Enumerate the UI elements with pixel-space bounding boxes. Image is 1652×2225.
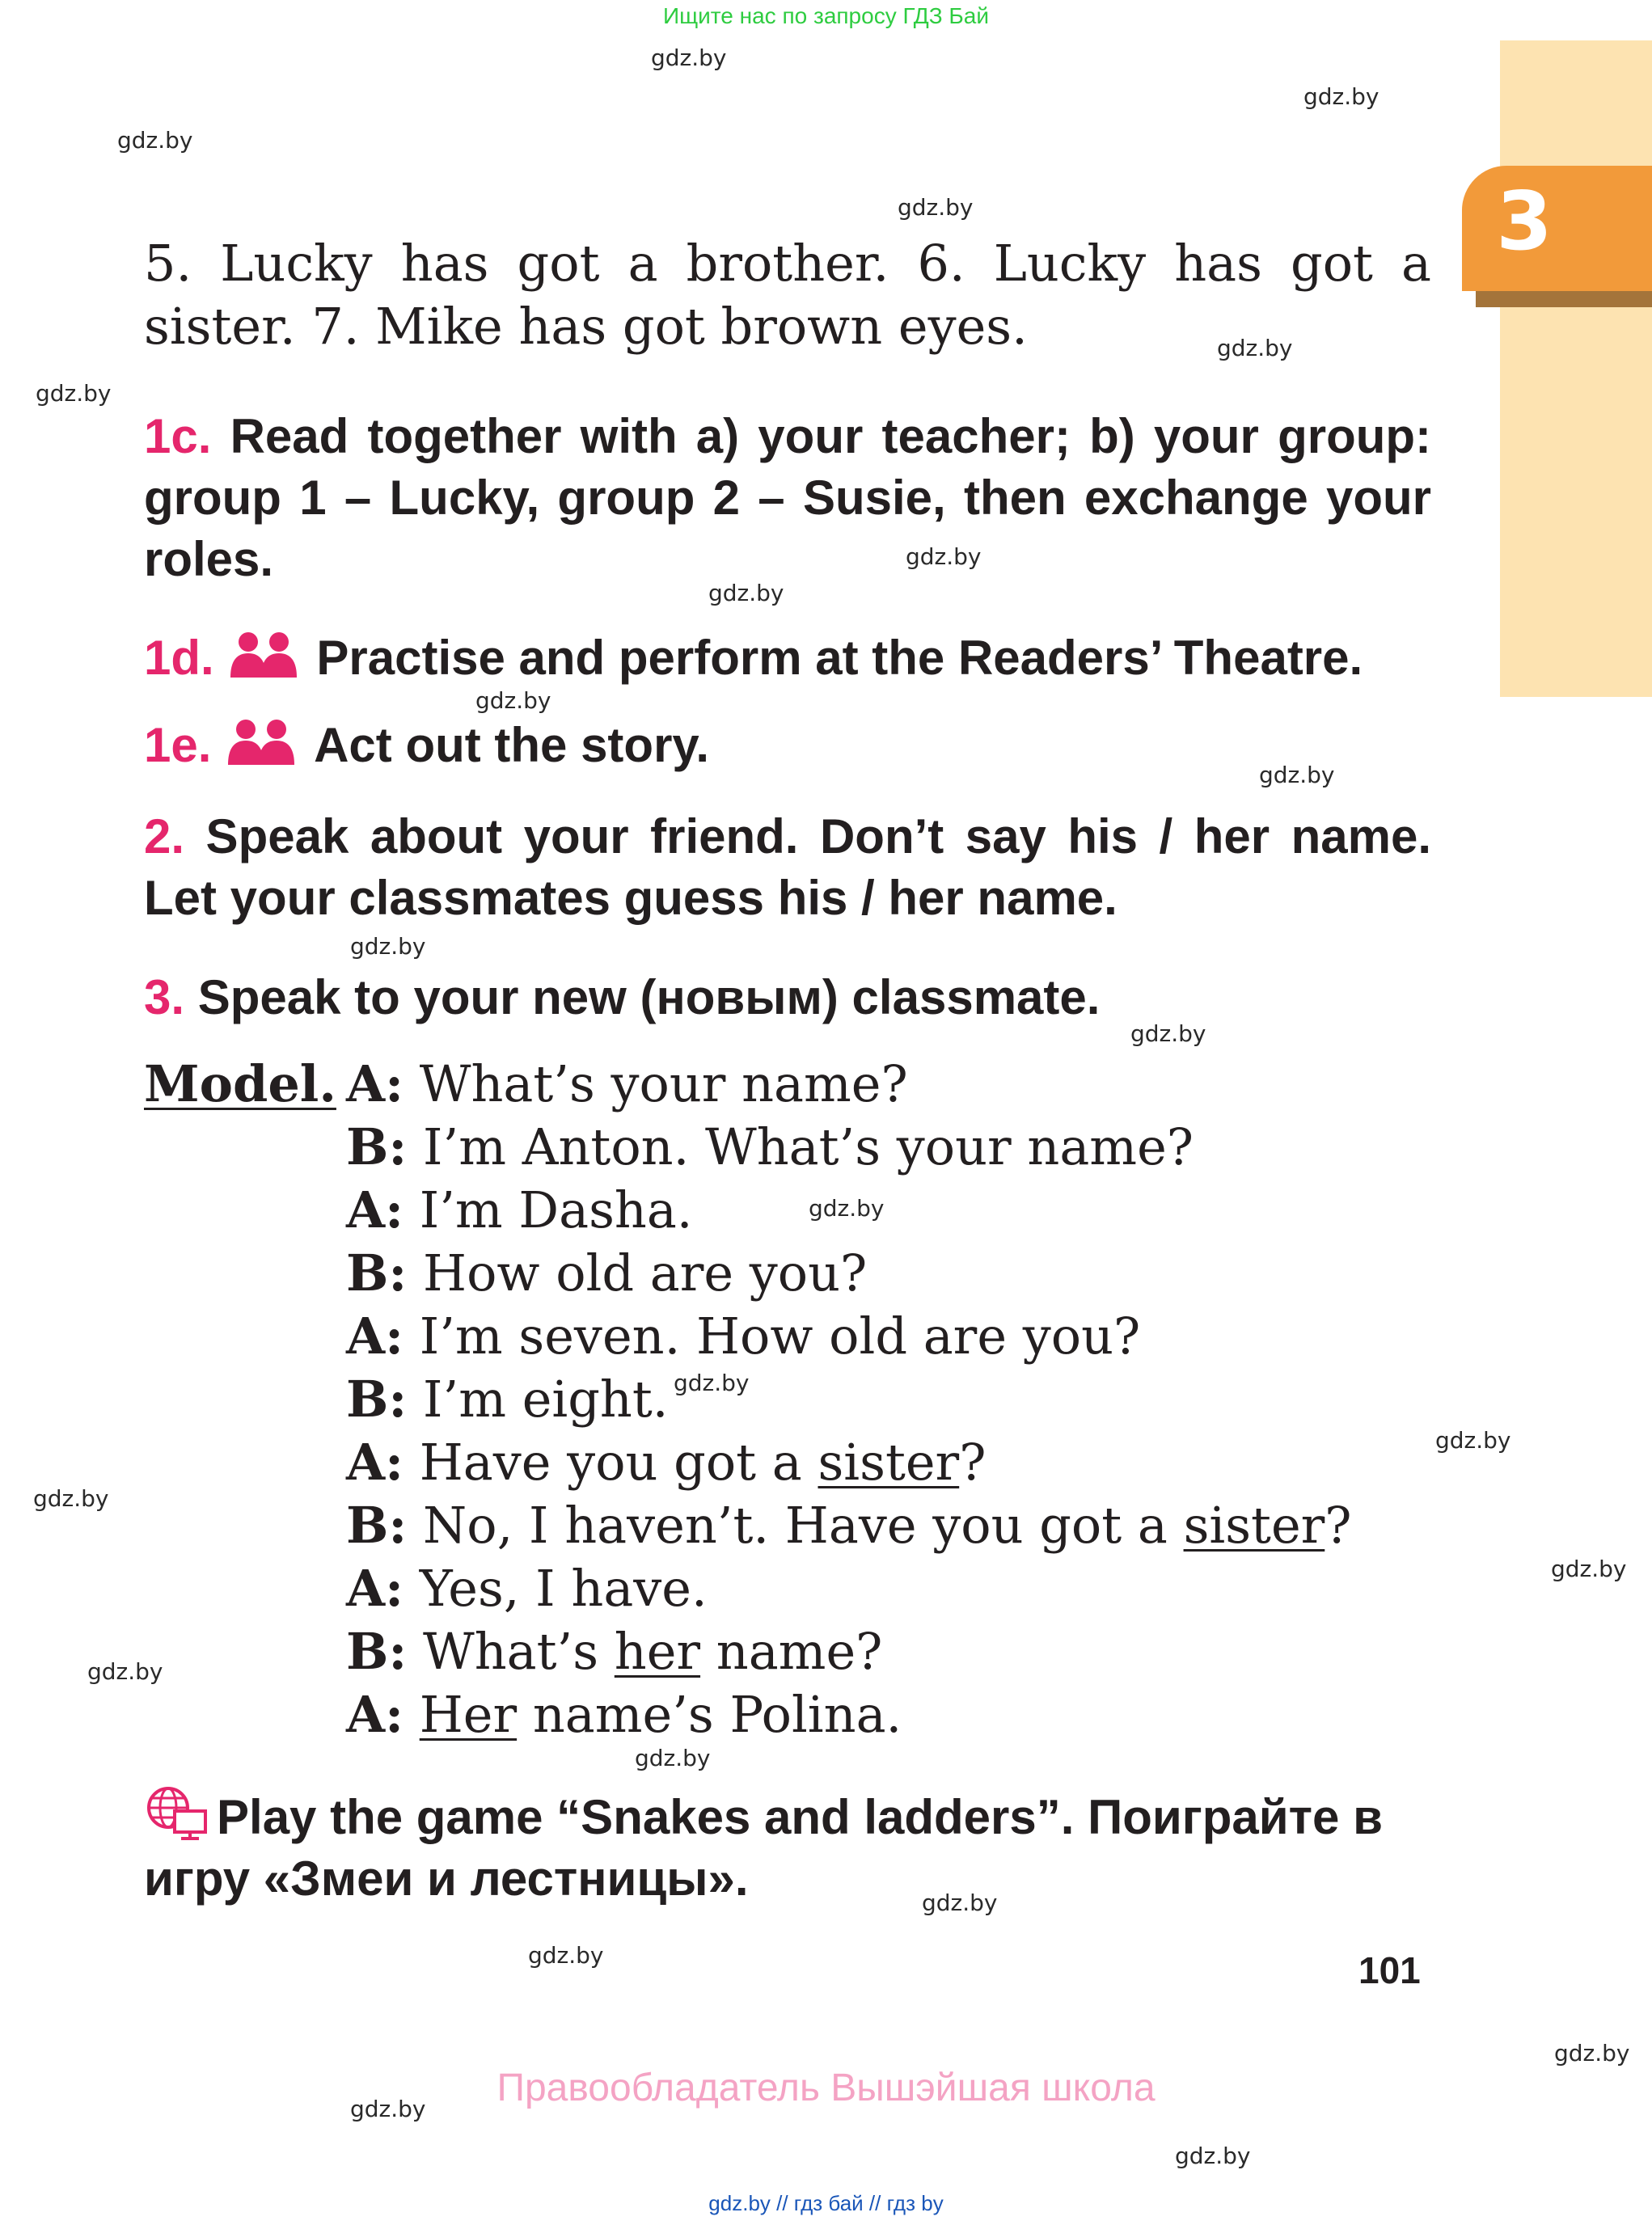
watermark: gdz.by <box>350 2096 426 2122</box>
watermark: gdz.by <box>350 933 426 960</box>
underlined-word: her <box>614 1622 701 1681</box>
dialog-text: Yes, I have. <box>419 1559 708 1618</box>
dialog-text: name? <box>700 1622 883 1681</box>
pair-work-icon <box>225 718 298 765</box>
dialog-text: What’s <box>423 1622 615 1681</box>
dialog-line <box>346 1431 986 1494</box>
watermark: gdz.by <box>1259 762 1335 788</box>
speaker-label: B: <box>346 1117 408 1176</box>
game-task-text: Play the game “Snakes and ladders”. Поиграйте в игру «Змеи и лестницы». <box>144 1790 1383 1906</box>
speaker-label: B: <box>346 1370 408 1429</box>
online-game-icon <box>144 1784 209 1840</box>
task-text: Speak to your new (новым) classmate. <box>197 970 1101 1024</box>
speaker-label: A: <box>346 1433 403 1492</box>
dialog-line <box>346 1620 882 1683</box>
dialog-text: I’m Anton. What’s your name? <box>423 1117 1194 1176</box>
dialog-text: I’m eight. <box>423 1370 669 1429</box>
dialog-text: What’s your name? <box>419 1054 908 1113</box>
watermark: gdz.by <box>922 1889 998 1916</box>
watermark: gdz.by <box>651 44 727 71</box>
sentences-paragraph: 5. Lucky has got a brother. 6. Lucky has got a sister. 7. Mike has got brown eyes. <box>144 234 1431 356</box>
underlined-word: sister <box>818 1433 960 1492</box>
task-text: Act out the story. <box>314 718 709 772</box>
dialog-text: Have you got a <box>419 1433 818 1492</box>
watermark: gdz.by <box>33 1485 109 1512</box>
speaker-label: B: <box>346 1622 408 1681</box>
watermark: gdz.by <box>528 1942 604 1969</box>
watermark: gdz.by <box>117 127 193 154</box>
dialog-text: I’m seven. How old are you? <box>419 1307 1141 1366</box>
model-label: Model. <box>144 1054 336 1113</box>
dialog-line <box>346 1116 1194 1179</box>
bottom-links[interactable]: gdz.by // гдз бай // гдз by <box>708 2191 944 2215</box>
dialog-line <box>346 1242 867 1305</box>
watermark: gdz.by <box>36 380 112 407</box>
task-1d <box>144 627 1454 689</box>
watermark: gdz.by <box>1435 1427 1511 1454</box>
dialog-line <box>346 1557 708 1620</box>
task-number: 1e. <box>144 718 212 772</box>
task-number: 1d. <box>144 631 214 685</box>
watermark: gdz.by <box>1554 2040 1630 2067</box>
speaker-label: A: <box>346 1180 403 1239</box>
watermark: gdz.by <box>475 687 551 714</box>
task-number: 2. <box>144 809 185 863</box>
watermark: gdz.by <box>1175 2143 1251 2169</box>
speaker-label: B: <box>346 1496 408 1555</box>
dialog-line <box>346 1368 668 1431</box>
task-1c <box>144 406 1431 590</box>
dialog-text: name’s Polina. <box>517 1685 902 1744</box>
watermark: gdz.by <box>674 1370 750 1396</box>
speaker-label: B: <box>346 1243 408 1302</box>
dialog-text: ? <box>959 1433 987 1492</box>
game-task <box>144 1784 1454 1910</box>
task-1e <box>144 715 1454 776</box>
speaker-label: A: <box>346 1307 403 1366</box>
unit-number: 3 <box>1496 174 1553 268</box>
dialog-text: ? <box>1325 1496 1352 1555</box>
underlined-word: sister <box>1183 1496 1325 1555</box>
dialog-line <box>346 1683 902 1746</box>
watermark: gdz.by <box>1130 1020 1206 1047</box>
watermark: gdz.by <box>906 543 982 570</box>
task-text: Practise and perform at the Readers’ Theatre. <box>316 631 1363 685</box>
watermark: gdz.by <box>1551 1556 1627 1582</box>
speaker-label: A: <box>346 1054 403 1113</box>
dialog-text: I’m Dasha. <box>419 1180 693 1239</box>
speaker-label: A: <box>346 1685 403 1744</box>
dialog-text: No, I haven’t. Have you got a <box>423 1496 1184 1555</box>
side-strip <box>1500 40 1652 697</box>
dialog-line <box>346 1179 693 1242</box>
speaker-label: A: <box>346 1559 403 1618</box>
task-number: 1c. <box>144 409 212 463</box>
underlined-word: Her <box>419 1685 518 1744</box>
dialog-line <box>346 1494 1352 1557</box>
watermark: gdz.by <box>87 1658 163 1685</box>
task-text: Speak about your friend. Don’t say his / her name. Let your classmates guess his / her name. <box>144 809 1431 925</box>
search-hint: Ищите нас по запросу ГДЗ Бай <box>662 3 990 28</box>
dialog-line <box>346 1053 908 1116</box>
watermark: gdz.by <box>1217 335 1293 361</box>
task-3 <box>144 967 1454 1028</box>
task-2 <box>144 806 1431 929</box>
watermark: gdz.by <box>1303 83 1379 110</box>
task-number: 3. <box>144 970 185 1024</box>
watermark: gdz.by <box>635 1745 711 1771</box>
dialog-line <box>346 1305 1140 1368</box>
page-number: 101 <box>1358 1949 1421 1991</box>
watermark: gdz.by <box>809 1195 885 1222</box>
watermark: gdz.by <box>708 580 784 606</box>
unit-tab-shadow <box>1476 291 1652 307</box>
watermark: gdz.by <box>898 194 974 221</box>
pair-work-icon <box>227 631 300 678</box>
dialog-text: How old are you? <box>423 1243 868 1302</box>
task-text: Read together with a) your teacher; b) your group: group 1 – Lucky, group 2 – Susie, then exchange your roles. <box>144 409 1432 586</box>
copyright-holder: Правообладатель Вышэйшая школа <box>496 2067 1156 2109</box>
